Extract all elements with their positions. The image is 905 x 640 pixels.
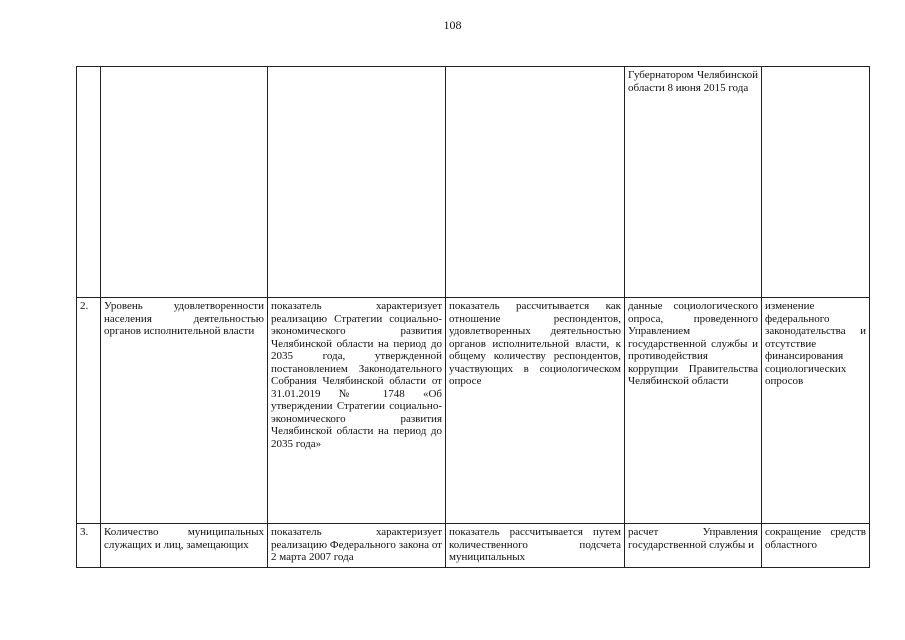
data-source-cell: расчет Управления государственной службы и xyxy=(625,524,762,568)
indicators-table xyxy=(76,66,870,568)
calculation-method-cell: показатель рассчитывается как отношение респондентов, удовлетворенных деятельностью органов исполнительной власти, к общему количеству респондентов, участвующих в социологическом опросе xyxy=(446,298,625,524)
indicator-name-cell: Количество муниципальных служащих и лиц, замещающих xyxy=(101,524,268,568)
risk-factors-cell xyxy=(762,67,870,298)
risk-factors-cell: изменение федерального законодательства и отсутствие финансирования социологических опросов xyxy=(762,298,870,524)
data-source-cell: Губернатором Челябинской области 8 июня 2015 года xyxy=(625,67,762,298)
indicator-description-cell xyxy=(268,67,446,298)
indicator-name-cell: Уровень удовлетворенности населения деятельностью органов исполнительной власти xyxy=(101,298,268,524)
table-row xyxy=(77,524,870,568)
table-row xyxy=(77,67,870,298)
page-number: 108 xyxy=(443,18,462,32)
row-number: 2. xyxy=(77,298,101,524)
indicator-description-cell: показатель характеризует реализацию Федерального закона от 2 марта 2007 года xyxy=(268,524,446,568)
indicator-name-cell xyxy=(101,67,268,298)
indicator-description-cell: показатель характеризует реализацию Стратегии социально-экономического развития Челябинской области на период до 2035 года, утвержденной постановлением Законодательного Собрания Челябинской области от 31.01.2019 № 1748 «Об утверждении Стратегии социально-экономического развития Челябинской области на период до 2035 года» xyxy=(268,298,446,524)
table-row xyxy=(77,298,870,524)
risk-factors-cell: сокращение средств областного xyxy=(762,524,870,568)
calculation-method-cell: показатель рассчитывается путем количественного подсчета муниципальных xyxy=(446,524,625,568)
data-source-cell: данные социологического опроса, проведенного Управлением государственной службы и противодействия коррупции Правительства Челябинской области xyxy=(625,298,762,524)
row-number xyxy=(77,67,101,298)
calculation-method-cell xyxy=(446,67,625,298)
row-number: 3. xyxy=(77,524,101,568)
